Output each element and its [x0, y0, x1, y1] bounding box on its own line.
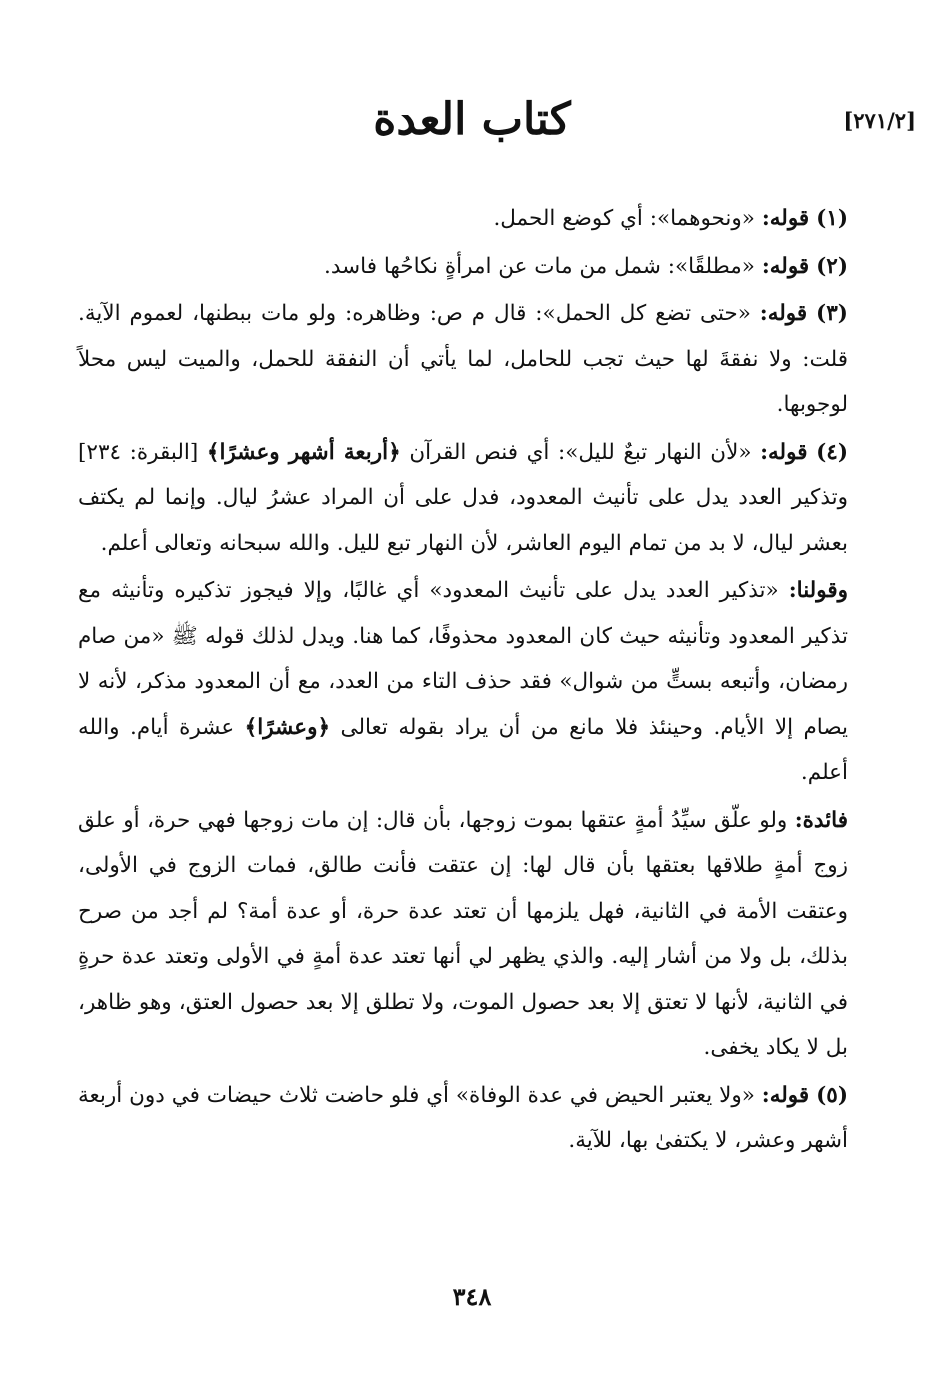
quran-quote: ﴿أربعة أشهر وعشرًا﴾ [206, 439, 401, 465]
volume-page-reference: [٢٧١/٢] [843, 108, 916, 133]
footnote-paragraph [78, 196, 848, 242]
footnote-paragraph [78, 244, 848, 290]
footnote-paragraph [78, 291, 848, 428]
commentary-paragraph [78, 568, 848, 796]
footnote-number: (٥) [816, 1082, 848, 1108]
commentary-text: «تذكير العدد يدل على تأنيث المعدود» أي غالبًا، وإلا فيجوز تذكيره وتأنيثه مع تذكير المعدود وتأنيثه حيث كان المعدود محذوفًا، كما هنا. ويدل لذلك قوله ﷺ «من صام رمضان، وأتبعه بستٍّ من شوال» فقد حذف التاء من العدد، مع أن المعدود مذكر، لأنه لا يصام إلا الأيام. وحينئذ فلا مانع من أن يراد بقوله تعالى [78, 578, 848, 740]
footnote-paragraph [78, 1073, 848, 1164]
footnote-number: (٣) [816, 301, 848, 326]
footnote-lead: قوله: [761, 1082, 810, 1108]
footnote-text: «مطلقًا»: شمل من مات عن امرأةٍ نكاحُها فاسد. [324, 253, 755, 279]
page-number: ٣٤٨ [452, 1282, 492, 1311]
footnote-text: «لأن النهار تبعٌ لليل»: أي فنص القرآن [409, 439, 752, 465]
footnote-text: «ولا يعتبر الحيض في عدة الوفاة» أي فلو حاضت ثلاث حيضات في دون أربعة أشهر وعشر، لا يكتفىٰ بها، للآية. [78, 1082, 848, 1153]
footnote-number: (٢) [816, 253, 848, 279]
footnote-lead: قوله: [759, 301, 808, 326]
footnote-text: «ونحوهما»: أي كوضع الحمل. [493, 206, 755, 231]
footnote-lead: قوله: [760, 439, 808, 465]
footnote-text: «حتى تضع كل الحمل»: قال م ص: وظاهره: ولو مات ببطنها، لعموم الآية. قلت: ولا نفقةَ لها حيث تجب للحامل، لما يأتي أن النفقة للحمل، والميت ليس محلاً لوجوبها. [78, 301, 848, 417]
footnote-text-continued: [البقرة: ٢٣٤] وتذكير العدد يدل على تأنيث المعدود، فدل على أن المراد عشرُ ليال. وإنما لم يكتف بعشر ليال، لا بد من تمام اليوم العاشر، لأن النهار تبع لليل. والله سبحانه وتعالى أعلم. [78, 439, 848, 556]
commentary-text-continued: عشرة أيام. والله أعلم. [78, 714, 848, 785]
commentary-lead: وقولنا: [788, 578, 848, 603]
footnote-number: (٤) [816, 439, 848, 465]
footnote-paragraph [78, 430, 848, 567]
benefit-paragraph [78, 798, 848, 1071]
footnote-number: (١) [816, 206, 848, 231]
benefit-lead: فائدة: [794, 807, 849, 833]
chapter-title: كتاب العدة [373, 94, 571, 145]
footnotes-body [78, 196, 848, 1164]
footnote-lead: قوله: [761, 206, 810, 231]
quran-quote: ﴿وعشرًا﴾ [244, 714, 331, 740]
footnote-lead: قوله: [761, 253, 810, 279]
page-header [0, 88, 944, 158]
benefit-text: ولو علّق سيِّدُ أمةٍ عتقها بموت زوجها، بأن قال: إن مات زوجها فهي حرة، أو علق زوج أمةٍ طلاقها بعتقها بأن قال لها: إن عتقت فأنت طالق، فمات الزوج في الأولى، وعتقت الأمة في الثانية، فهل يلزمها أن تعتد عدة حرة، أو عدة أمة؟ لم أجد من صرح بذلك، بل ولا من أشار إليه. والذي يظهر لي أنها تعتد عدة أمةٍ في الأولى وتعتد عدة حرةٍ في الثانية، لأنها لا تعتق إلا بعد حصول الموت، ولا تطلق إلا بعد حصول العتق، وهو ظاهر، بل لا يكاد يخفى. [78, 807, 848, 1060]
